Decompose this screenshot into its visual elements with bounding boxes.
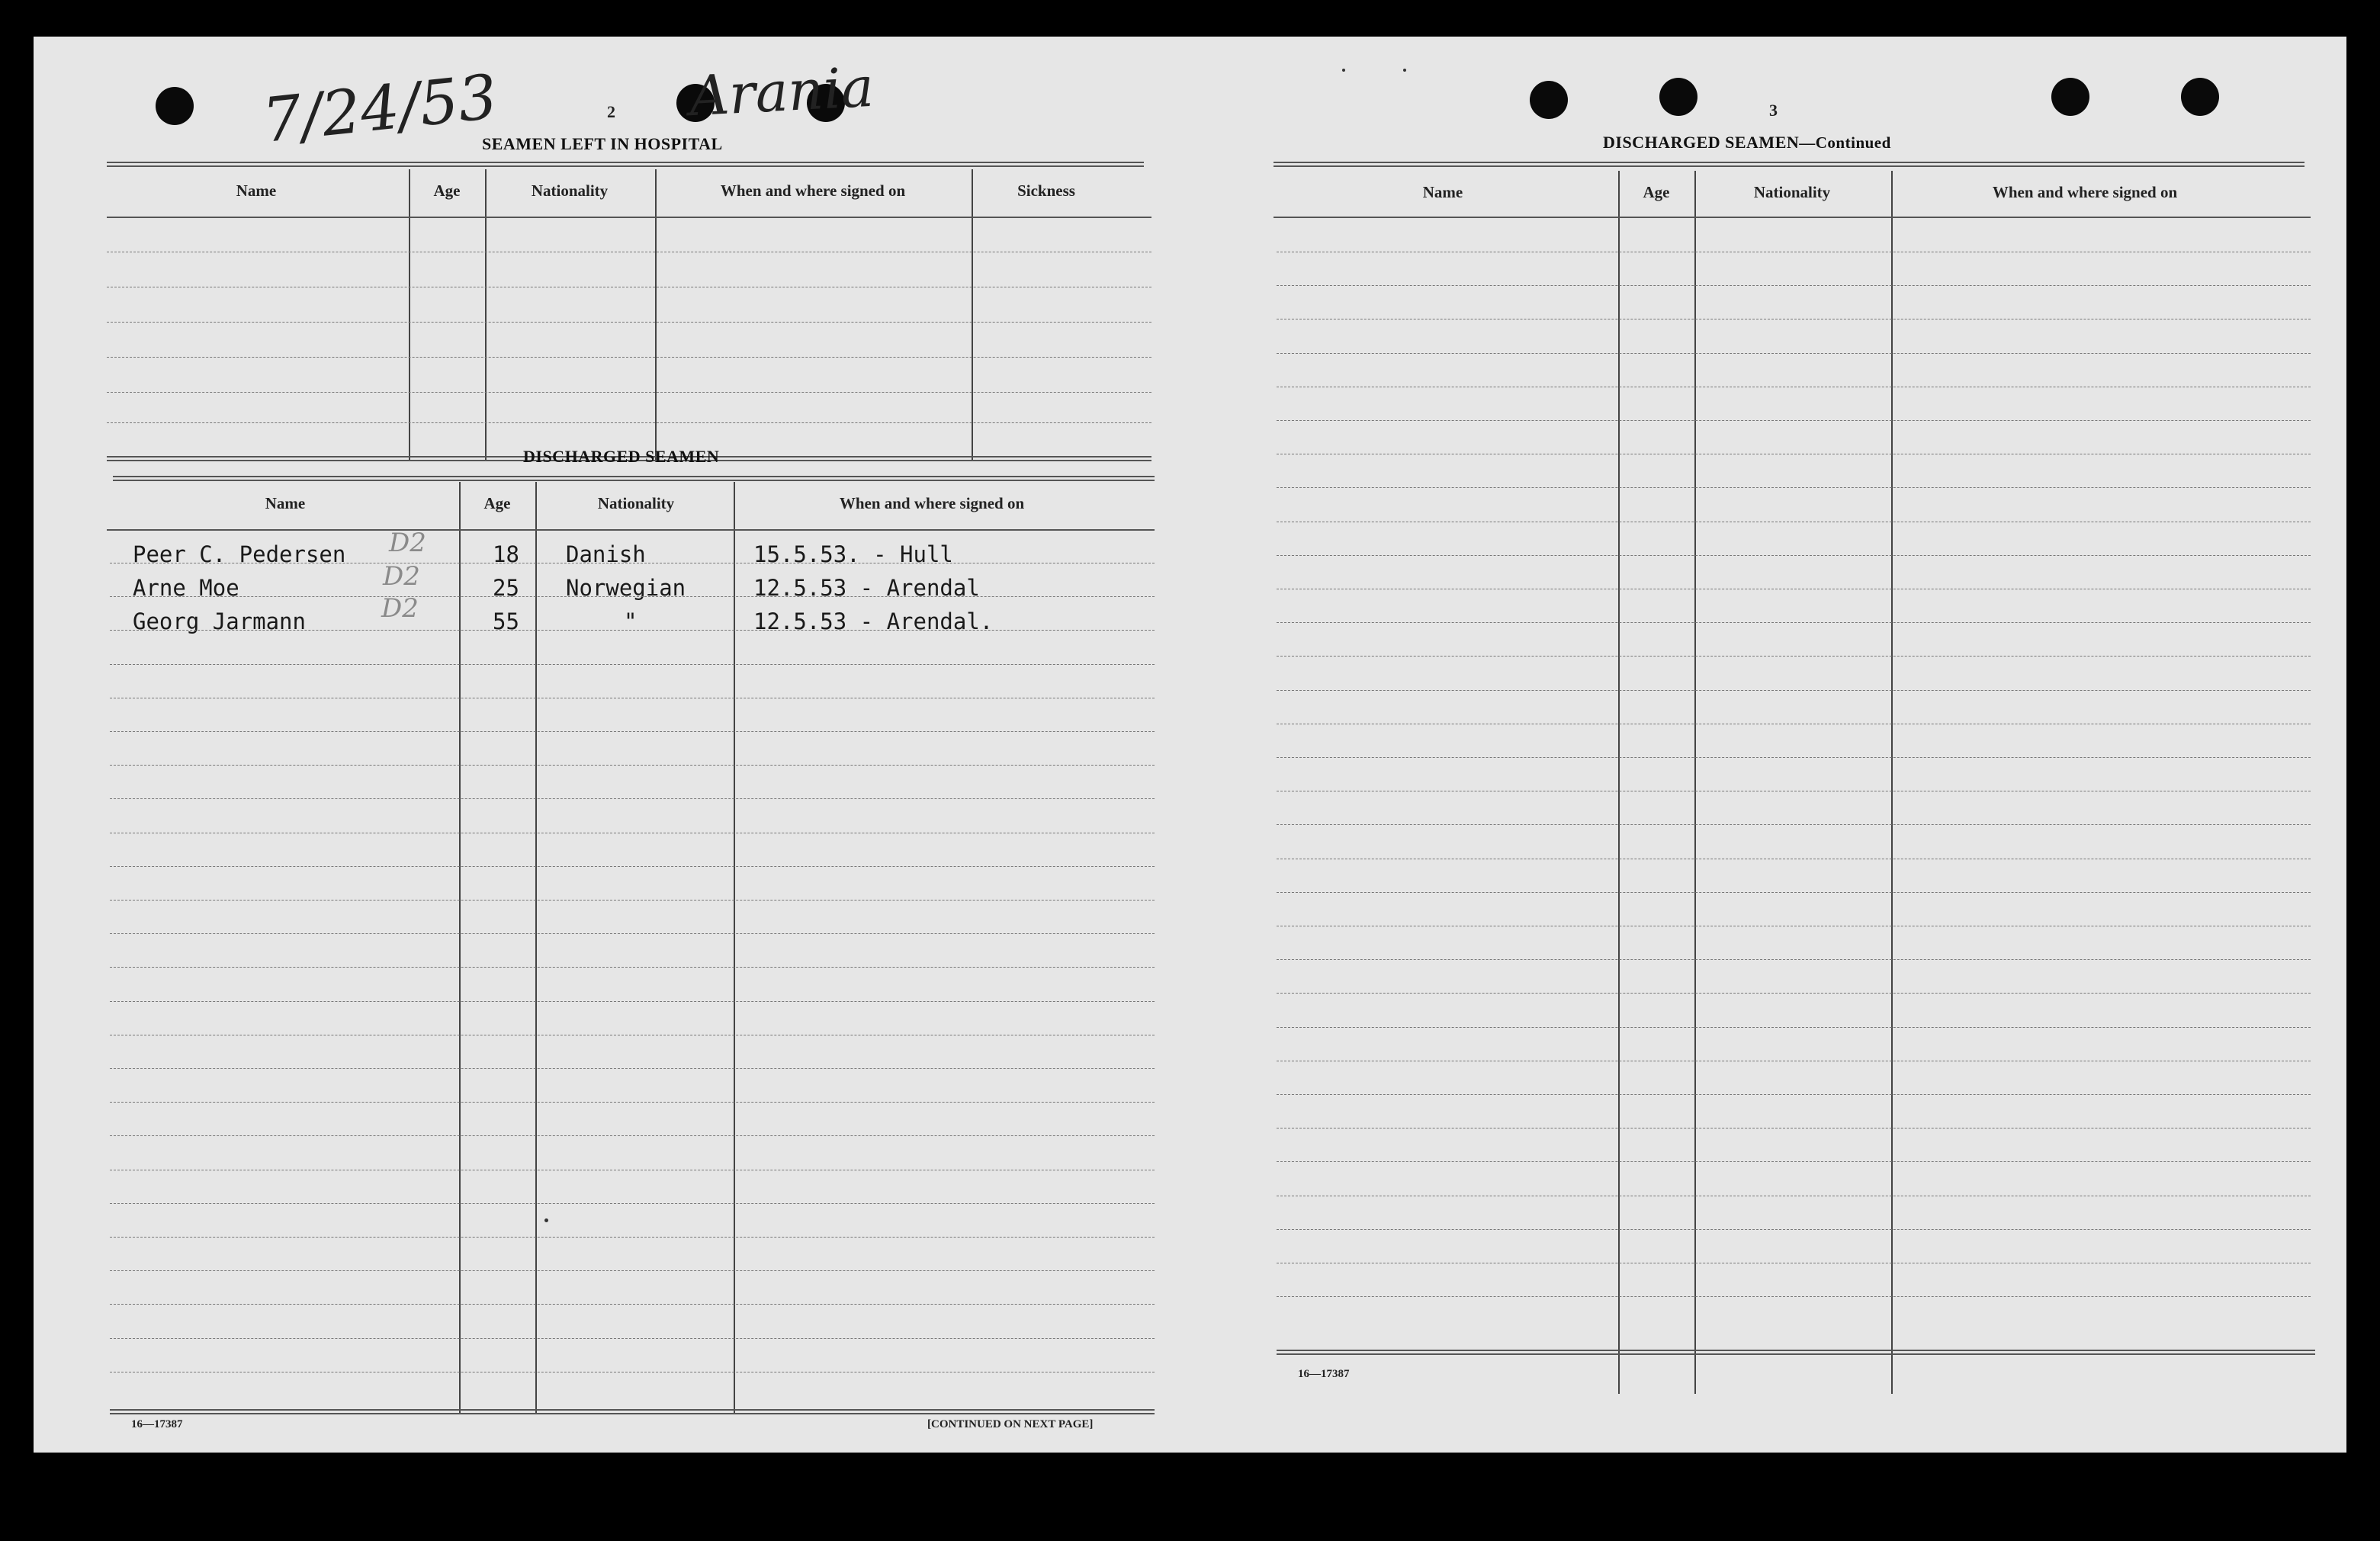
row-line <box>1277 487 2311 488</box>
row-line <box>1277 1027 2311 1028</box>
row-line <box>110 900 1155 901</box>
seaman-signed-on: 15.5.53. - Hull <box>753 541 953 567</box>
binder-hole <box>2181 78 2219 116</box>
hospital-row-line <box>107 422 1151 423</box>
seaman-age: 18 <box>493 541 519 567</box>
hospital-col-divider <box>655 169 657 461</box>
handwritten-date: 7/24/53 <box>259 61 501 156</box>
row-line <box>110 967 1155 968</box>
hospital-row-line <box>107 322 1151 323</box>
row-line <box>1277 656 2311 657</box>
row-line <box>1277 353 2311 354</box>
form-number-left: 16—17387 <box>131 1418 183 1430</box>
page-number-right: 3 <box>1769 101 1778 120</box>
row-line <box>110 765 1155 766</box>
ink-speck <box>1342 69 1345 72</box>
discharged-col-nationality: Nationality <box>597 494 675 512</box>
seaman-name: Arne Moe <box>133 575 239 601</box>
row-line <box>110 1237 1155 1238</box>
hospital-col-sickness: Sickness <box>1017 181 1075 200</box>
hospital-header-rule <box>107 217 1151 218</box>
right-section-title-continued: —Continued <box>1799 133 1891 152</box>
binder-hole <box>1659 78 1697 116</box>
right-col-nationality: Nationality <box>1753 183 1831 201</box>
discharged-col-divider <box>734 482 735 1414</box>
hospital-row-line <box>107 392 1151 393</box>
ink-speck <box>1403 69 1406 72</box>
binder-hole <box>156 87 194 125</box>
right-section-title <box>1603 133 1891 152</box>
discharged-bottom-rule <box>110 1409 1155 1414</box>
binder-hole <box>2051 78 2089 116</box>
seaman-nationality: Norwegian <box>566 575 686 601</box>
discharged-col-divider <box>459 482 461 1414</box>
row-line <box>1277 993 2311 994</box>
row-line <box>1277 622 2311 623</box>
row-line <box>1277 1094 2311 1095</box>
seaman-signed-on: 12.5.53 - Arendal. <box>753 608 994 634</box>
hospital-col-signed-on: When and where signed on <box>720 181 906 200</box>
row-line <box>1277 555 2311 556</box>
row-line <box>1277 690 2311 691</box>
discharged-col-divider <box>535 482 537 1414</box>
seaman-age: 55 <box>493 608 519 634</box>
discharged-col-name: Name <box>265 494 306 512</box>
hospital-col-name: Name <box>236 181 277 200</box>
right-col-divider <box>1618 171 1620 1394</box>
discharged-col-signed-on: When and where signed on <box>839 494 1025 512</box>
handwritten-vessel-name: Arania <box>687 54 875 129</box>
seaman-name: Peer C. Pedersen <box>133 541 346 567</box>
row-line <box>110 731 1155 732</box>
row-line <box>110 1102 1155 1103</box>
hospital-top-rule <box>107 162 1144 167</box>
page-number-left: 2 <box>607 102 615 121</box>
discharge-mark: D2 <box>381 593 419 624</box>
right-bottom-rule <box>1277 1350 2315 1355</box>
row-line <box>1277 285 2311 286</box>
hospital-col-divider <box>972 169 973 461</box>
right-section-title-main: DISCHARGED SEAMEN <box>1603 133 1800 152</box>
row-line <box>110 798 1155 799</box>
row-line <box>1277 1296 2311 1297</box>
row-line <box>1277 1229 2311 1230</box>
discharge-mark: D2 <box>383 561 420 592</box>
document-sheet <box>34 37 2346 1453</box>
right-col-divider <box>1694 171 1696 1394</box>
row-line <box>1277 892 2311 893</box>
discharged-col-age: Age <box>483 494 511 512</box>
hospital-section-title: SEAMEN LEFT IN HOSPITAL <box>482 134 723 153</box>
right-col-name: Name <box>1422 183 1463 201</box>
row-line <box>110 1203 1155 1204</box>
seaman-nationality: " <box>624 608 638 634</box>
row-line <box>1277 420 2311 421</box>
right-col-age: Age <box>1643 183 1670 201</box>
seaman-name: Georg Jarmann <box>133 608 306 634</box>
seaman-signed-on: 12.5.53 - Arendal <box>753 575 980 601</box>
row-line <box>110 866 1155 867</box>
discharge-mark: D2 <box>389 528 426 558</box>
right-header-rule <box>1274 217 2311 218</box>
row-line <box>110 1304 1155 1305</box>
row-line <box>1277 824 2311 825</box>
right-col-signed-on: When and where signed on <box>1992 183 2178 201</box>
hospital-col-nationality: Nationality <box>531 181 609 200</box>
ink-speck <box>544 1218 548 1222</box>
discharged-top-rule <box>113 476 1155 481</box>
right-col-divider <box>1891 171 1893 1394</box>
right-top-rule <box>1274 162 2305 167</box>
row-line <box>110 1001 1155 1002</box>
row-line <box>110 596 1155 597</box>
row-line <box>1277 959 2311 960</box>
row-line <box>1277 757 2311 758</box>
hospital-col-age: Age <box>433 181 461 200</box>
discharged-header-rule <box>107 529 1155 531</box>
continued-note: [CONTINUED ON NEXT PAGE] <box>927 1418 1094 1430</box>
hospital-row-line <box>107 357 1151 358</box>
row-line <box>1277 1161 2311 1162</box>
row-line <box>110 1270 1155 1271</box>
row-line <box>110 933 1155 934</box>
row-line <box>110 664 1155 665</box>
form-number-right: 16—17387 <box>1298 1368 1350 1380</box>
row-line <box>110 630 1155 631</box>
discharged-section-title: DISCHARGED SEAMEN <box>523 447 720 466</box>
row-line <box>110 1338 1155 1339</box>
hospital-col-divider <box>485 169 487 461</box>
seaman-age: 25 <box>493 575 519 601</box>
seaman-nationality: Danish <box>566 541 646 567</box>
hospital-col-divider <box>409 169 410 461</box>
binder-hole <box>1530 81 1568 119</box>
row-line <box>110 1068 1155 1069</box>
row-line <box>110 1135 1155 1136</box>
